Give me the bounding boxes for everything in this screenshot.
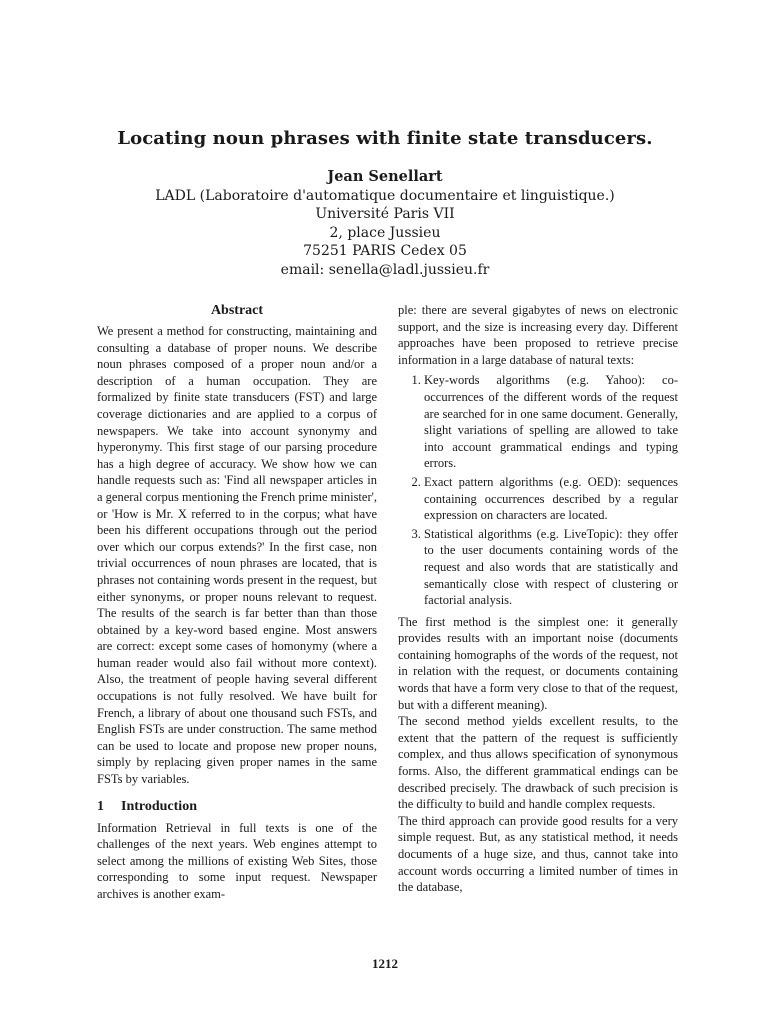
author-name: Jean Senellart <box>327 168 443 185</box>
intro-paragraph: Information Retrieval in full texts is one of the challenges of the next years. Web engines attempt to select among the millions of existing Web Sites, those corresponding to some input request. Newspaper archives is another exam- <box>97 820 377 901</box>
abstract-heading: Abstract <box>210 303 264 318</box>
affiliation-line: 75251 PARIS Cedex 05 <box>303 243 467 259</box>
left-column <box>97 302 377 903</box>
list-item: 2. Exact pattern algorithms (e.g. OED): sequences containing occurrences described by a regular expression on characters are located. <box>424 474 678 524</box>
author-email: email: senella@ladl.jussieu.fr <box>280 261 490 278</box>
intro-paragraph-continued: ple: there are several gigabytes of news on electronic support, and the size is increasing every day. Different approaches have been proposed to retrieve precise information in a large database of natural texts: <box>398 303 678 367</box>
affiliation-line: LADL (Laboratoire d'automatique documentaire et linguistique.) <box>155 187 615 204</box>
section-title: Introduction <box>121 798 197 814</box>
third-method-paragraph: The third approach can provide good results for a very simple request. But, as any statistical method, it needs documents of a huge size, and thus, cannot take into account words occurring a limited number of times in the database, <box>398 813 678 895</box>
methods-list <box>398 372 678 608</box>
list-item: 1. Key-words algorithms (e.g. Yahoo): co-occurrences of the different words of the request are searched for in one same document. Generally, slight variations of spelling are allowed to take into account grammatical endings and typing errors. <box>424 372 678 472</box>
list-item: 3. Statistical algorithms (e.g. LiveTopic): they offer to the user documents containing words of the request and also words that are statistically and semantically close with respect of clustering or factorial analysis. <box>424 526 678 609</box>
paper-title: Locating noun phrases with finite state transducers. <box>117 128 653 149</box>
first-method-paragraph: The first method is the simplest one: it generally provides results with an important noise (documents containing homographs of the words of the request, not in relation with the request, or documents containing words that have a form very close to that of the request, but with a different meaning). <box>398 614 678 712</box>
section-heading <box>97 798 377 816</box>
section-number: 1 <box>97 798 104 814</box>
page-number: 1212 <box>372 956 398 971</box>
author-block <box>0 168 770 279</box>
affiliation-line: Université Paris VII <box>315 206 455 222</box>
second-method-paragraph: The second method yields excellent results, to the extent that the pattern of the request is sufficiently complex, and thus allows specification of synonymous forms. Also, the different grammatical endings can be described precisely. The drawback of such precision is the difficulty to build and handle complex requests. <box>398 714 678 812</box>
abstract-text: We present a method for constructing, maintaining and consulting a database of proper nouns. We describe noun phrases composed of a proper noun and/or a description of a human occupation. They are formalized by finite state transducers (FST) and large coverage dictionaries and are applied to a corpus of newspapers. We take into account synonymy and hyperonymy. This first stage of our parsing procedure has a high degree of accuracy. We show how we can handle requests such as: 'Find all newspaper articles in a general corpus mentioning the French prime minister', or 'How is Mr. X referred to in the corpus; what have been his different occupations through out the period over which our corpus extends?' In the first case, non trivial occurrences of noun phrases are located, that is phrases not containing words present in the request, but either synonyms, or proper nouns relevant to request. The results of the search is far better than than those obtained by a key-word based engine. Most answers are correct: except some cases of homonymy (where a human reader would also fail without more context). Also, the treatment of people having several different occupations is not fully resolved. We have built for French, a library of about one thousand such FSTs, and English FSTs are under construction. The same method can be used to locate and propose new proper nouns, simply by replacing given proper names in the same FSTs by variables. <box>97 324 377 787</box>
right-column <box>398 302 678 896</box>
affiliation-line: 2, place Jussieu <box>329 224 441 241</box>
